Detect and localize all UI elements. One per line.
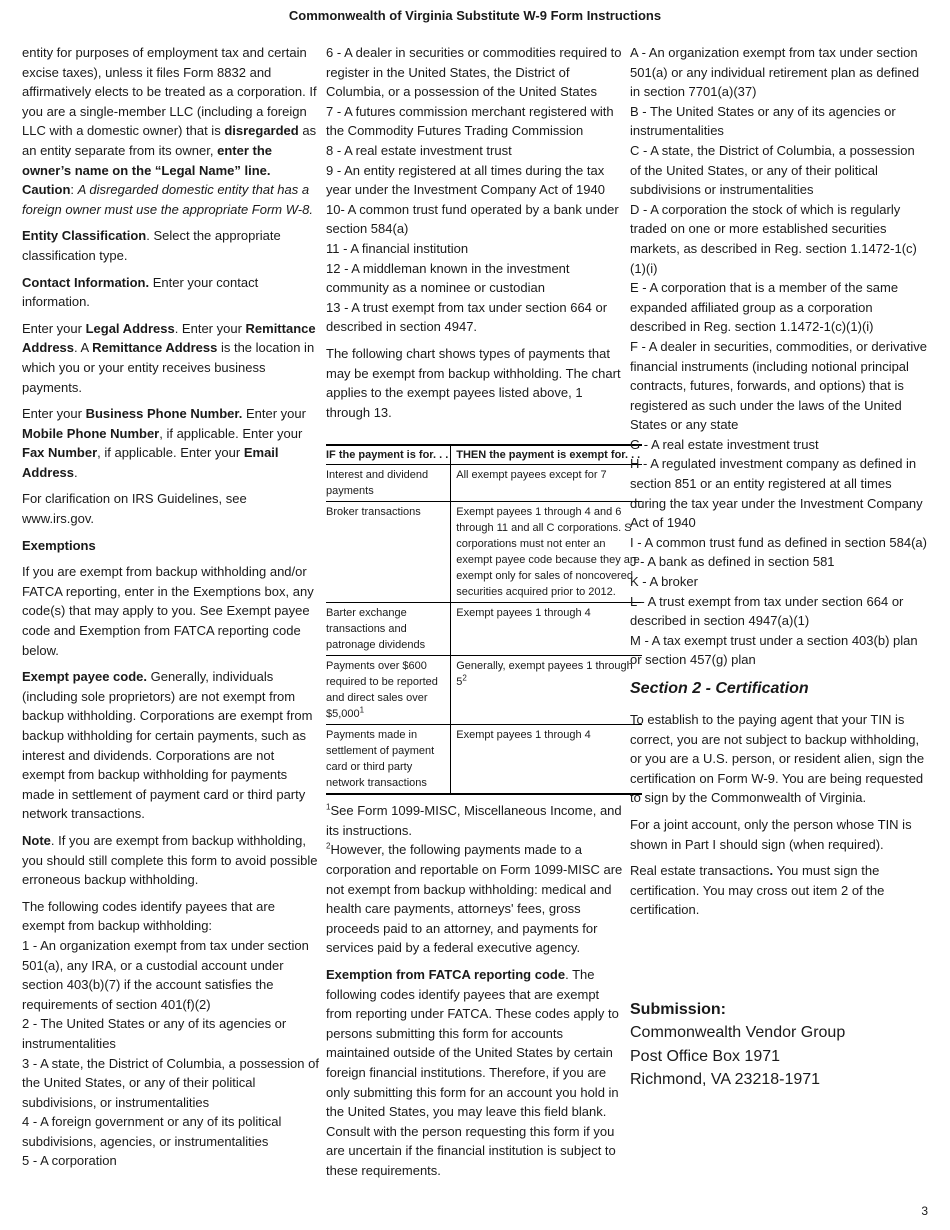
table-cell: Broker transactions	[326, 502, 451, 603]
list-item: 8 - A real estate investment trust	[326, 142, 512, 158]
list-item: 9 - An entity registered at all times during the tax year under the Investment Company Act of 1940	[326, 162, 605, 198]
list-item: 3 - A state, the District of Columbia, a possession of the United States, or any of their political subdivisions, or instrumentalities	[22, 1055, 319, 1110]
fatca-exemption-paragraph: Exemption from FATCA reporting code. The following codes identify payees that are exempt from reporting under FATCA. These codes apply to persons submitting this form for accounts maintained outside of the United States by certain foreign financial institutions. Therefore, if you are only submitting this form for an account you hold in the United States, you may leave this field blank. Consult with the person requesting this form if you are uncertain if the financial institution is subject to these requirements.	[326, 967, 619, 1178]
table-cell: Exempt payees 1 through 4	[451, 603, 643, 656]
table-cell: Generally, exempt payees 1 through $5^2$	[451, 656, 643, 725]
backup-codes-list	[22, 897, 320, 1171]
exempt-payee-code-paragraph: Exempt payee code. Generally, individuals (including sole proprietors) are not exempt from backup withholding. Corporations are exempt from backup withholding for certain payments, such as interest and dividends. Corporations are not exempt from backup withholding for payments made in settlement of payment card or third party network transactions.	[22, 669, 313, 822]
footnote-2: $^2$However, the following payments made to a corporation and reportable on Form 1099-MISC are not exempt from backup withholding: medical and health care payments, attorneys' fees, gross proceeds paid to an attorney, and payments for services paid by a federal executive agency.	[326, 842, 623, 956]
phone-paragraph: Enter your Business Phone Number. Enter your Mobile Phone Number, if applicable. Enter your Fax Number, if applicable. Enter your Email Address.	[22, 406, 306, 480]
list-item: 2 - The United States or any of its agencies or instrumentalities	[22, 1016, 287, 1051]
real-estate-paragraph: Real estate transactions. You must sign the certification. You may cross out item 2 of the certification.	[630, 863, 885, 918]
list-item: D - A corporation the stock of which is regularly traded on one or more established securities markets, as described in Reg. section 1.1472-1(c)(1)(i)	[630, 201, 917, 276]
list-item: H - A regulated investment company as defined in section 851 or an entity registered at all times during the tax year under the Investment Company Act of 1940	[630, 456, 923, 531]
table-cell: Interest and dividend payments	[326, 465, 451, 502]
list-item: M - A tax exempt trust under a section 403(b) plan or section 457(g) plan	[630, 632, 918, 668]
list-item: E - A corporation that is a member of the same expanded affiliated group as a corporation described in Reg. section 1.1472-1(c)(1)(i)	[630, 280, 899, 335]
submission-address	[630, 998, 928, 1092]
list-item: K - A broker	[630, 574, 698, 590]
list-item: A - An organization exempt from tax under section 501(a) or any individual retirement plan as defined in section 7701(a)(37)	[630, 45, 920, 100]
column-middle	[326, 43, 641, 1188]
list-item: 13 - A trust exempt from tax under section 664 or described in section 4947.	[326, 299, 608, 335]
exemptions-paragraph: If you are exempt from backup withholding and/or FATCA reporting, enter in the Exemptions box, any code(s) that may apply to you. See Exempt payee code and Exemption from FATCA reporting code below.	[22, 564, 314, 658]
page-number: 3	[921, 1204, 928, 1218]
submission-line: Richmond, VA 23218-1971	[630, 1071, 821, 1089]
certification-heading: Section 2 - Certification	[630, 680, 809, 697]
table-row	[326, 465, 642, 502]
list-item: 5 - A corporation	[22, 1153, 117, 1169]
certification-paragraph: To establish to the paying agent that your TIN is correct, you are not subject to backup withholding, or you are a U.S. person, or resident alien, sign the certification on Form W-9. You are being requested to sign by the Commonwealth of Virginia.	[630, 712, 925, 806]
list-item: 7 - A futures commission merchant registered with the Commodity Futures Trading Commission	[326, 103, 614, 139]
entity-classification-paragraph: Entity Classification. Select the appropriate classification type.	[22, 228, 281, 263]
list-item: C - A state, the District of Columbia, a possession of the United States, or any of their political subdivisions or instrumentalities	[630, 142, 915, 198]
note-paragraph: Note. If you are exempt from backup withholding, you should still complete this form to avoid possible erroneous backup withholding.	[22, 832, 318, 888]
footnotes	[326, 801, 624, 958]
submission-heading: Submission:	[630, 1000, 727, 1018]
table-row	[326, 502, 642, 603]
list-item: I - A common trust fund as defined in section 584(a)	[630, 534, 927, 550]
list-item: B - The United States or any of its agencies or instrumentalities	[630, 103, 896, 139]
list-item: 6 - A dealer in securities or commodities required to register in the United States, the District of Columbia, or a possession of the United States	[326, 45, 622, 100]
table-header-cell: IF the payment is for. . .	[326, 445, 451, 465]
table-cell: Payments made in settlement of payment card or third party network transactions	[326, 725, 451, 795]
table-cell: Payments over $600 required to be reported and direct sales over $5,000$^1$	[326, 656, 451, 725]
joint-account-paragraph: For a joint account, only the person whose TIN is shown in Part I should sign (when required).	[630, 816, 912, 852]
list-item: J - A bank as defined in section 581	[630, 554, 835, 570]
list-item: G - A real estate investment trust	[630, 436, 819, 452]
column-right	[630, 43, 928, 1092]
address-paragraph: Enter your Legal Address. Enter your Remittance Address. A Remittance Address is the location in which you or your entity receives business payments.	[22, 320, 316, 395]
fatca-codes-list	[630, 43, 928, 670]
footnote-marker: 1	[359, 705, 365, 715]
column-left	[22, 43, 320, 1171]
backup-codes-intro: The following codes identify payees that are exempt from backup withholding:	[22, 898, 275, 934]
page-title: Commonwealth of Virginia Substitute W-9 Form Instructions	[288, 8, 662, 23]
list-item: 10- A common trust fund operated by a bank under section 584(a)	[326, 201, 619, 237]
table-cell: Exempt payees 1 through 4	[456, 729, 591, 742]
table-cell: Exempt payees 1 through 4 and 6 through 11 and all C corporations. S corporations must not enter an exempt payee code because they are exempt only for sales of noncovered securities acquired prior to 2012.	[451, 502, 643, 603]
chart-intro-paragraph: The following chart shows types of payments that may be exempt from backup withholding. The chart applies to the exempt payees listed above, 1 through 13.	[326, 345, 621, 420]
exemptions-heading: Exemptions	[22, 537, 96, 553]
list-item: F - A dealer in securities, commodities, or derivative financial instruments (including notional principal contracts, futures, forwards, and options) that is registered as such under the laws of the United States or any state	[630, 338, 927, 433]
footnote-marker: 2	[462, 673, 467, 683]
list-item: 11 - A financial institution	[326, 240, 469, 256]
submission-line: Commonwealth Vendor Group	[630, 1024, 846, 1042]
table-cell: Barter exchange transactions and patronage dividends	[326, 603, 451, 656]
table-header-cell: THEN the payment is exempt for. . .	[451, 445, 643, 465]
list-item: 1 - An organization exempt from tax under section 501(a), any IRA, or a custodial account under section 403(b)(7) if the account satisfies the requirements of section 401(f)(2)	[22, 937, 309, 1012]
backup-codes-list-continued	[326, 43, 624, 337]
table-row	[326, 656, 642, 725]
contact-information-paragraph: Contact Information. Enter your contact information.	[22, 274, 259, 310]
table-cell: All exempt payees except for 7	[451, 465, 643, 502]
table-row	[326, 725, 642, 795]
list-item: 12 - A middleman known in the investment community as a nominee or custodian	[326, 260, 570, 296]
submission-line: Post Office Box 1971	[630, 1047, 781, 1065]
footnote-1: $^1$See Form 1099-MISC, Miscellaneous Income, and its instructions.	[326, 802, 622, 838]
irs-clarification: For clarification on IRS Guidelines, see www.irs.gov.	[22, 491, 247, 527]
table-row	[326, 603, 642, 656]
intro-paragraph: entity for purposes of employment tax and certain excise taxes), unless it files Form 8832 and affirmatively elects to be treated as a corporation. If you are a single-member LLC (including a foreign LLC with a domestic owner) that is disregarded as an entity separate from its owner, enter the owner’s name on the “Legal Name” line. Caution: A disregarded domestic entity that has a foreign owner must use the appropriate Form W-8.	[22, 45, 317, 217]
table-header-row	[326, 445, 642, 465]
list-item: 4 - A foreign government or any of its political subdivisions, agencies, or instrumentalities	[22, 1114, 282, 1149]
list-item: L - A trust exempt from tax under section 664 or described in section 4947(a)(1)	[630, 593, 904, 629]
payment-exemption-table	[326, 444, 642, 795]
